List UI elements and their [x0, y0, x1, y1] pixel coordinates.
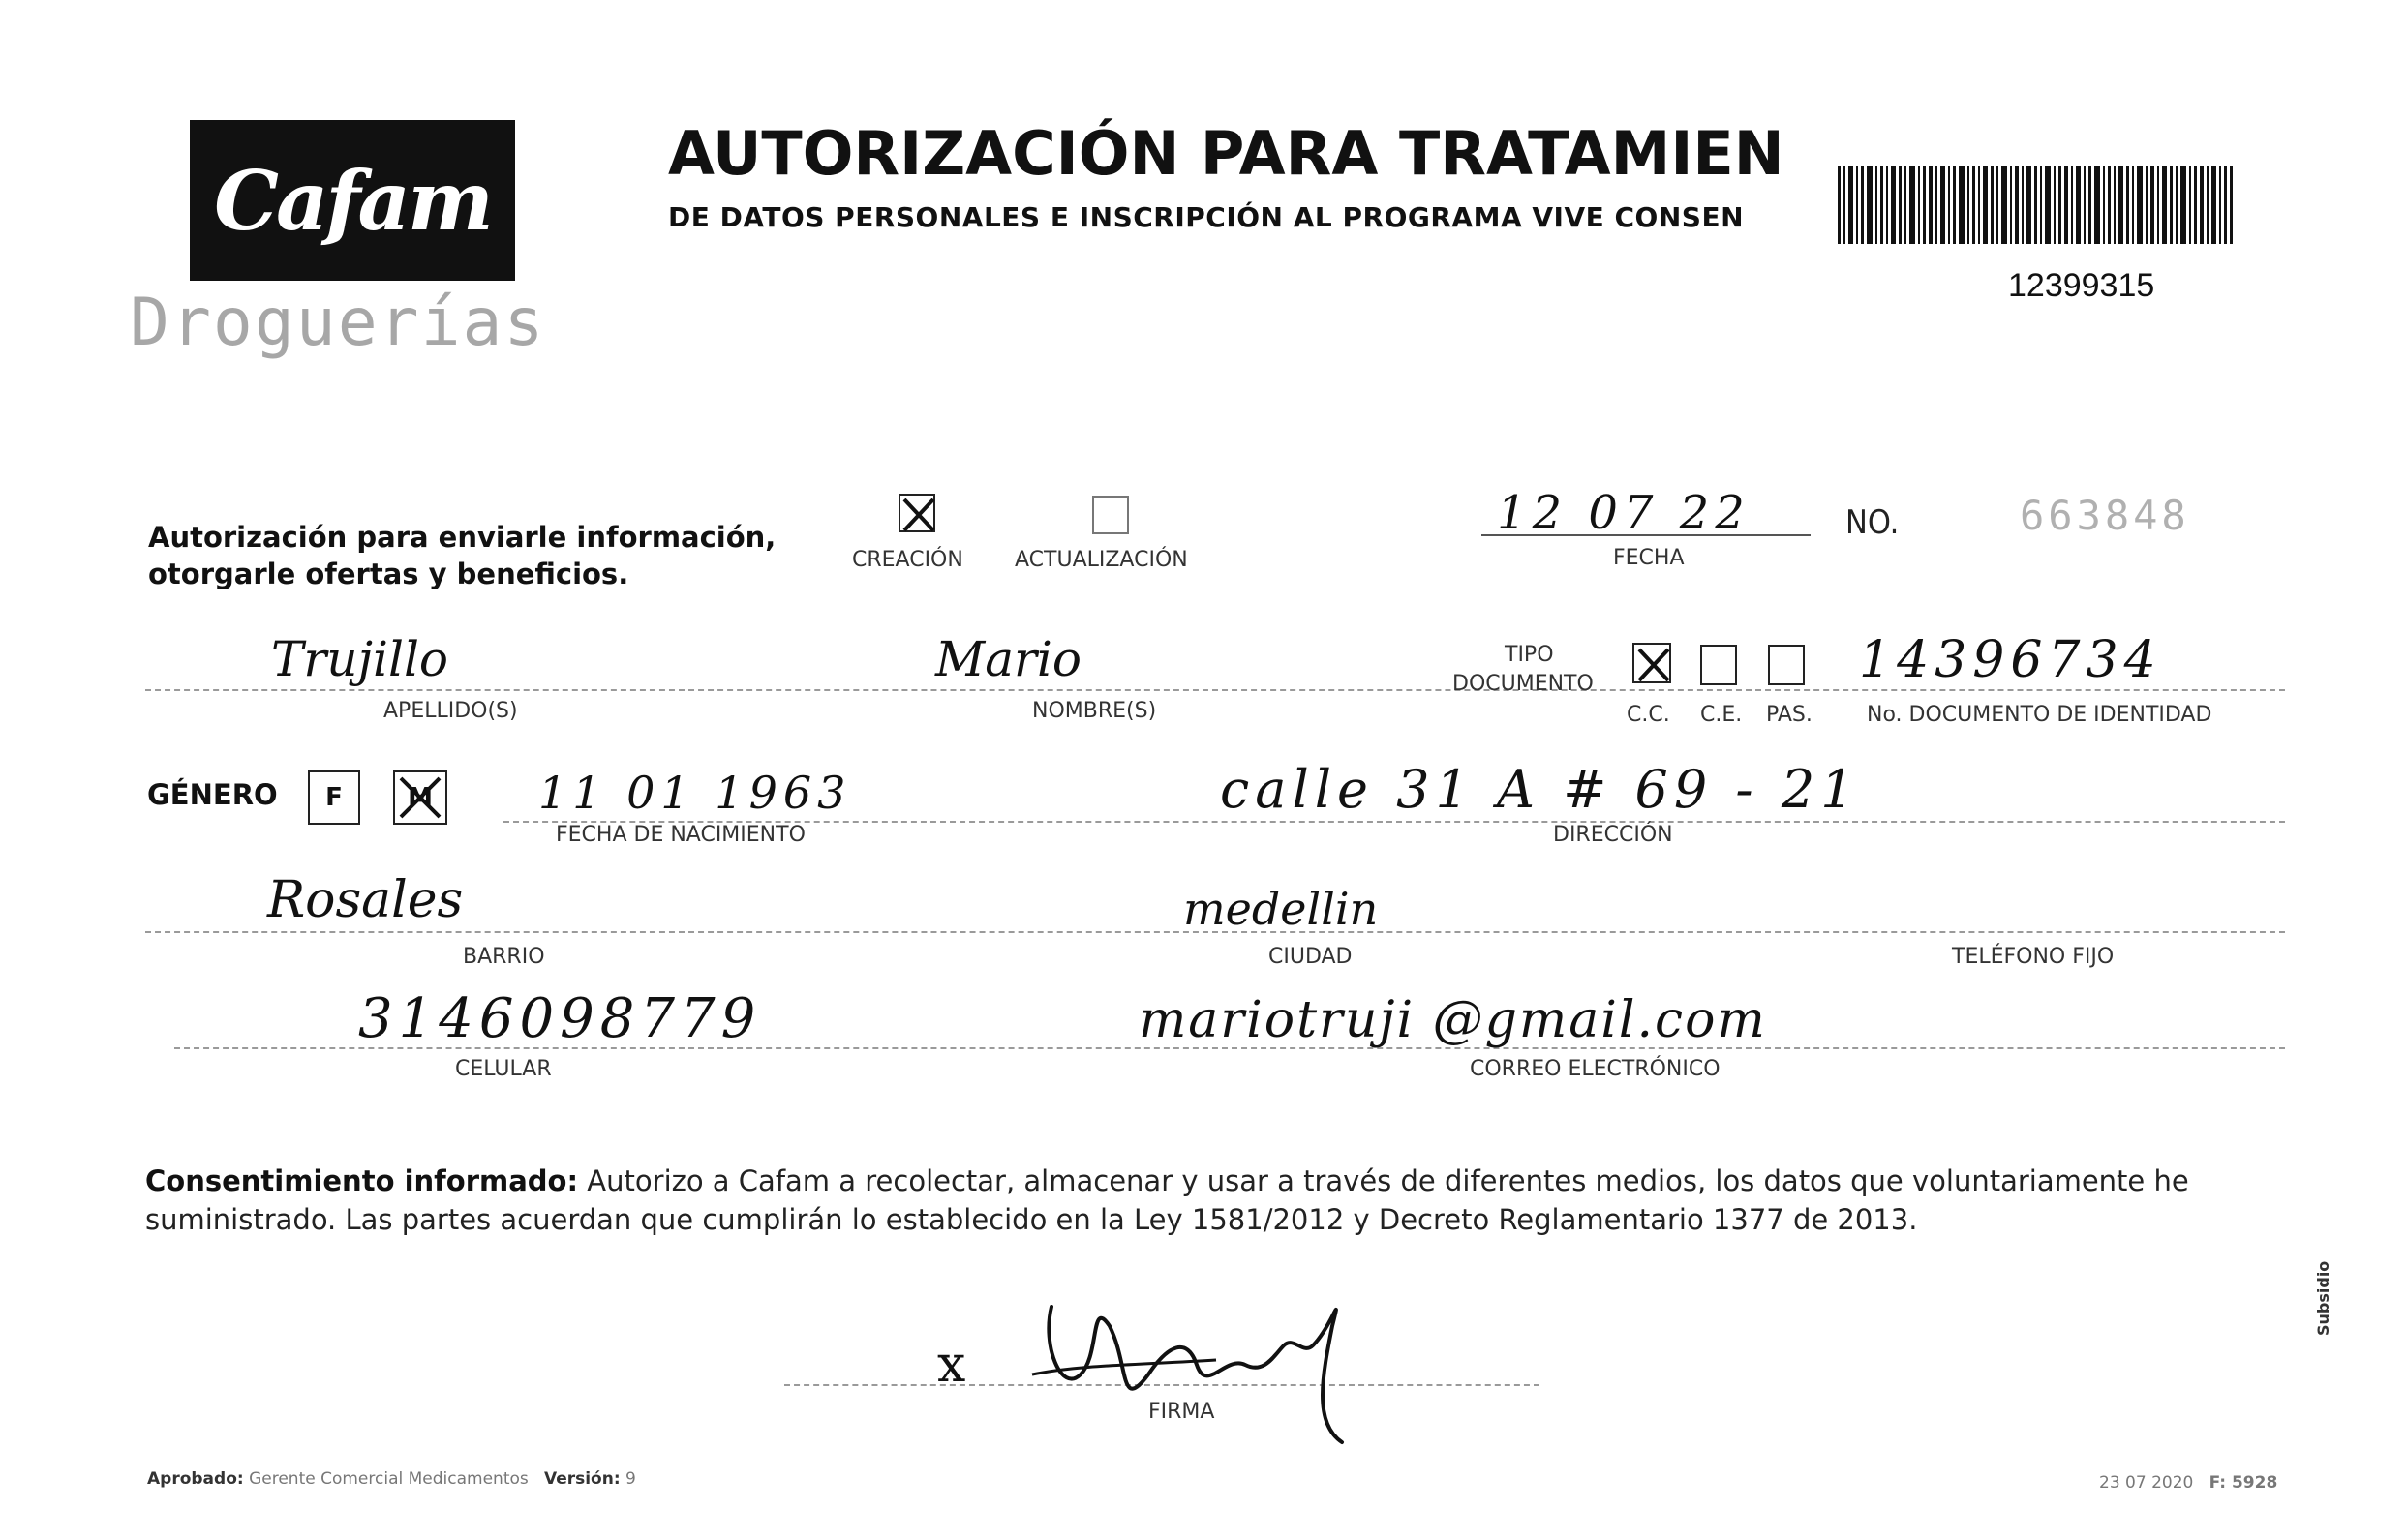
correo-value[interactable]: mariotruji @gmail.com	[1139, 991, 1767, 1049]
creacion-label: CREACIÓN	[852, 548, 963, 572]
documento-label: No. DOCUMENTO DE IDENTIDAD	[1867, 703, 2212, 727]
barcode-number: 12399315	[2008, 267, 2155, 304]
direccion-label: DIRECCIÓN	[1553, 823, 1673, 847]
celular-value[interactable]: 3146098779	[358, 987, 762, 1050]
fecha-label: FECHA	[1613, 546, 1685, 570]
creacion-checkbox[interactable]	[899, 494, 935, 532]
apellidos-label: APELLIDO(S)	[383, 699, 518, 723]
aprobado-value: Gerente Comercial Medicamentos	[249, 1469, 529, 1489]
direccion-value[interactable]: calle 31 A # 69 - 21	[1220, 759, 1860, 820]
documento-value[interactable]: 14396734	[1859, 631, 2162, 689]
signature-label: FIRMA	[1148, 1400, 1215, 1424]
celular-label: CELULAR	[455, 1057, 552, 1081]
genero-label: GÉNERO	[147, 778, 278, 811]
ciudad-value[interactable]: medellin	[1183, 883, 1379, 935]
version-label: Versión:	[543, 1469, 621, 1489]
pas-label: PAS.	[1766, 703, 1813, 727]
nombres-value[interactable]: Mario	[935, 631, 1082, 687]
correo-label: CORREO ELECTRÓNICO	[1470, 1057, 1721, 1081]
consent-bold: Consentimiento informado:	[145, 1164, 579, 1197]
consent-body: Autorizo a Cafam a recolectar, almacenar y usar a través de diferentes medios, los datos que voluntariamente he suministrado. Las partes acuerdan que cumplirán lo establecido en la Ley 1581/2012 y Decreto Reglamentario 1377 de 2013.	[145, 1164, 2189, 1236]
cc-label: C.C.	[1627, 703, 1670, 727]
genero-f-checkbox[interactable]	[308, 770, 360, 825]
apellidos-value[interactable]: Trujillo	[271, 631, 449, 687]
footer-approved	[147, 1469, 636, 1489]
pas-checkbox[interactable]	[1768, 645, 1805, 685]
check-mark-icon	[1634, 645, 1673, 685]
fecha-nacimiento-label: FECHA DE NACIMIENTO	[556, 823, 806, 847]
tipo-documento-label-1: TIPO	[1505, 643, 1554, 667]
nombres-label: NOMBRE(S)	[1032, 699, 1157, 723]
row1-line	[145, 689, 2285, 691]
cc-checkbox[interactable]	[1632, 643, 1671, 683]
tipo-documento-label-2: DOCUMENTO	[1452, 672, 1594, 696]
footer-code: F: 5928	[2209, 1473, 2278, 1493]
logo-text: Cafam	[214, 152, 491, 249]
check-mark-icon	[393, 770, 447, 825]
numero-value: 663848	[2020, 492, 2190, 539]
logo-subtitle: Droguerías	[130, 285, 546, 361]
consent-text	[145, 1162, 2285, 1239]
signature-x: x	[937, 1336, 966, 1394]
footer-side-note: Subsidio	[2314, 1260, 2332, 1336]
cafam-logo	[190, 120, 515, 281]
genero-m-label: M	[408, 783, 433, 812]
barcode	[1838, 166, 2233, 244]
footer-date: 23 07 2020	[2099, 1473, 2194, 1493]
form-subtitle: DE DATOS PERSONALES E INSCRIPCIÓN AL PROGRAMA VIVE CONSEN	[668, 201, 1745, 233]
check-mark-icon	[900, 496, 937, 534]
actualizacion-label: ACTUALIZACIÓN	[1015, 548, 1188, 572]
version-value: 9	[625, 1469, 636, 1489]
fecha-line	[1481, 534, 1811, 536]
ce-checkbox[interactable]	[1700, 645, 1737, 685]
barrio-label: BARRIO	[463, 945, 545, 969]
ce-label: C.E.	[1700, 703, 1743, 727]
footer-date-code	[2099, 1473, 2277, 1493]
signature-scribble[interactable]	[1022, 1268, 1390, 1452]
intro-line-1: Autorización para enviarle información,	[148, 521, 777, 554]
form-title: AUTORIZACIÓN PARA TRATAMIEN	[668, 118, 1784, 189]
ciudad-label: CIUDAD	[1268, 945, 1353, 969]
genero-f-label: F	[325, 783, 343, 812]
fecha-value[interactable]: 12 07 22	[1497, 486, 1751, 540]
genero-m-checkbox[interactable]	[393, 770, 447, 825]
telefono-fijo-label: TELÉFONO FIJO	[1952, 945, 2115, 969]
fecha-nacimiento-value[interactable]: 11 01 1963	[538, 767, 852, 819]
numero-label: NO.	[1845, 503, 1900, 542]
barrio-value[interactable]: Rosales	[267, 871, 464, 929]
intro-text	[148, 519, 776, 592]
actualizacion-checkbox[interactable]	[1092, 496, 1129, 534]
aprobado-label: Aprobado:	[147, 1469, 244, 1489]
intro-line-2: otorgarle ofertas y beneficios.	[148, 558, 629, 590]
